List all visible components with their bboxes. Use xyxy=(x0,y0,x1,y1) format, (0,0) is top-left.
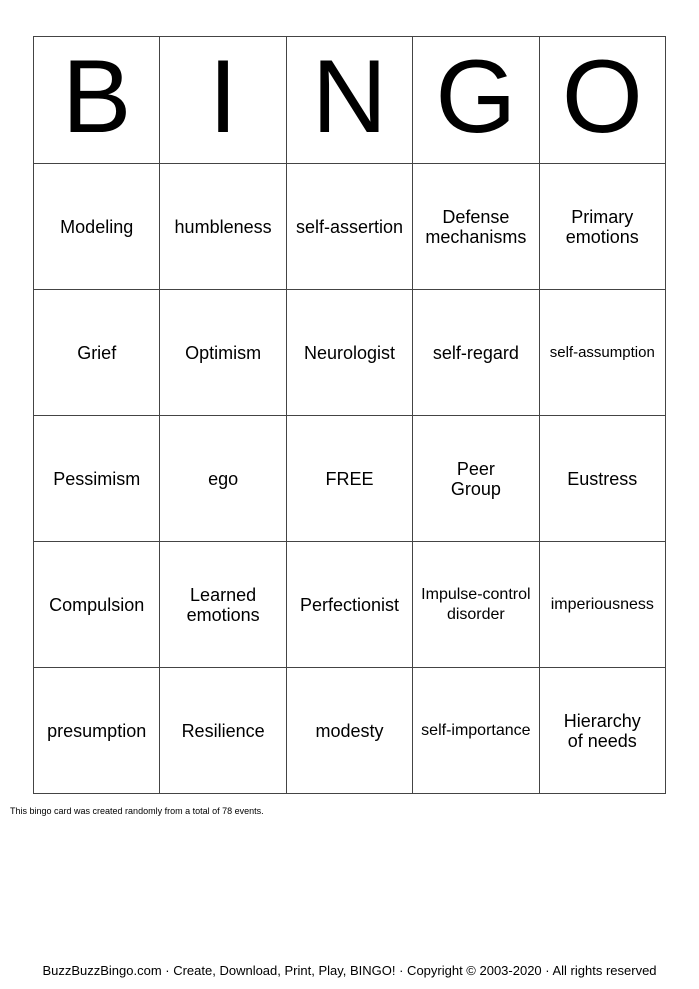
bingo-cell: Perfectionist xyxy=(286,542,412,668)
bingo-cell: self-importance xyxy=(413,668,539,794)
bingo-row xyxy=(34,290,666,416)
bingo-cell: Primary emotions xyxy=(539,164,665,290)
header-cell-n: N xyxy=(286,37,412,164)
bingo-cell: imperiousness xyxy=(539,542,665,668)
bingo-free-cell: FREE xyxy=(286,416,412,542)
bingo-row xyxy=(34,416,666,542)
bingo-cell: self-assumption xyxy=(539,290,665,416)
bingo-cell: humbleness xyxy=(160,164,286,290)
bingo-row xyxy=(34,668,666,794)
bingo-row xyxy=(34,542,666,668)
header-cell-g: G xyxy=(413,37,539,164)
bingo-cell: ego xyxy=(160,416,286,542)
bingo-cell: Grief xyxy=(34,290,160,416)
bingo-cell: Peer Group xyxy=(413,416,539,542)
bingo-cell: presumption xyxy=(34,668,160,794)
header-cell-b: B xyxy=(34,37,160,164)
bingo-cell: Optimism xyxy=(160,290,286,416)
bingo-cell: Impulse-control disorder xyxy=(413,542,539,668)
bingo-card xyxy=(33,36,666,796)
bingo-cell: Compulsion xyxy=(34,542,160,668)
header-cell-i: I xyxy=(160,37,286,164)
header-cell-o: O xyxy=(539,37,665,164)
bingo-cell: modesty xyxy=(286,668,412,794)
bingo-cell: Hierarchy of needs xyxy=(539,668,665,794)
bingo-grid xyxy=(33,36,666,794)
bingo-cell: self-regard xyxy=(413,290,539,416)
bingo-cell: Defense mechanisms xyxy=(413,164,539,290)
bingo-cell: Neurologist xyxy=(286,290,412,416)
bingo-cell: Modeling xyxy=(34,164,160,290)
generation-note: This bingo card was created randomly from a total of 78 events. xyxy=(10,806,264,816)
bingo-cell: self-assertion xyxy=(286,164,412,290)
bingo-cell: Eustress xyxy=(539,416,665,542)
bingo-cell: Learned emotions xyxy=(160,542,286,668)
bingo-row xyxy=(34,164,666,290)
bingo-cell: Pessimism xyxy=(34,416,160,542)
bingo-header-row xyxy=(34,37,666,164)
bingo-cell: Resilience xyxy=(160,668,286,794)
page-footer: BuzzBuzzBingo.com · Create, Download, Print, Play, BINGO! · Copyright © 2003-2020 · All rights reserved xyxy=(42,963,657,978)
